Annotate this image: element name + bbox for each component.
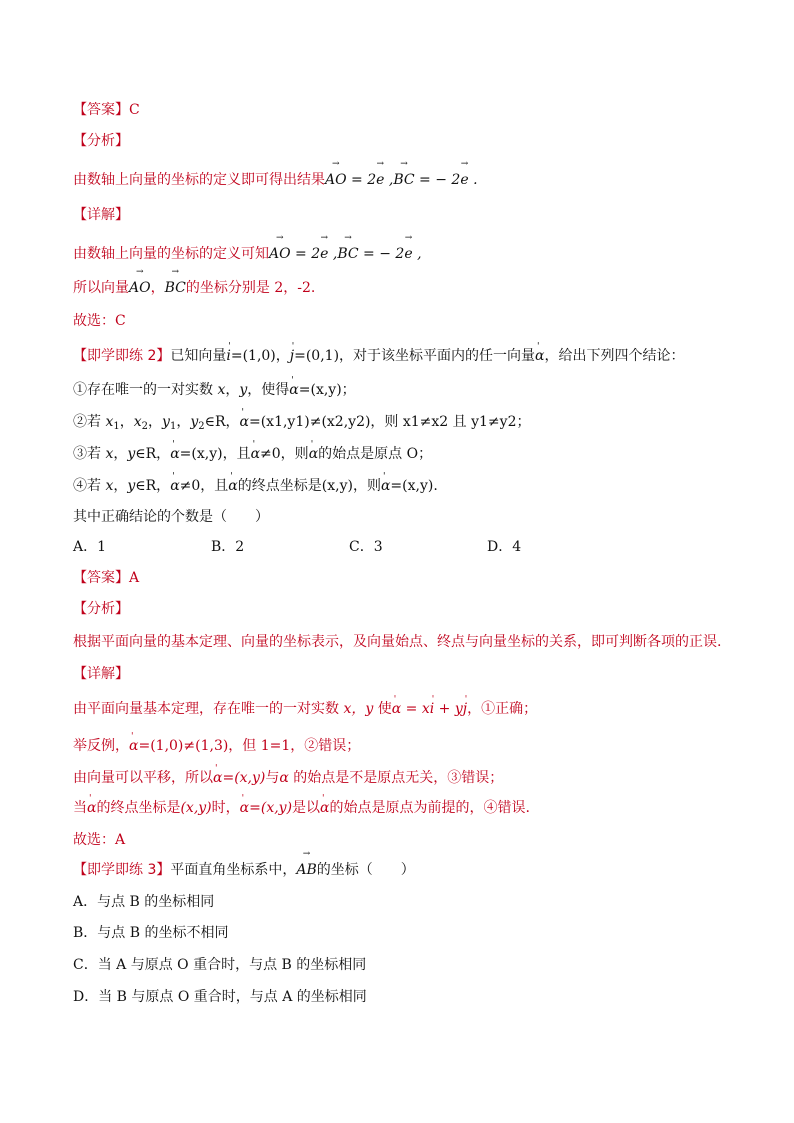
analysis-tag: 【分析】 (73, 133, 129, 149)
select-line-1: 故选：C (73, 313, 126, 329)
question-3-option-b: B．与点 B 的坐标不相同 (73, 925, 229, 941)
select-line-2: 故选：A (73, 832, 126, 848)
detail-tag: 【详解】 (73, 666, 129, 682)
option-c: C．3 (349, 539, 383, 555)
question-2-conclusion-3: ③若 x，y∈R，' α=(x,y)，且' α≠0，则' α的始点是原点 O； (73, 444, 764, 464)
question-2-ask: 其中正确结论的个数是（ ） (73, 509, 269, 525)
option-a: A．1 (73, 539, 107, 555)
detail-tag: 【详解】 (73, 207, 129, 223)
question-2-conclusion-4: ④若 x，y∈R，' α≠0，且' α的终点坐标是(x,y)，则' α=(x,y). (73, 476, 764, 496)
question-3-option-a: A．与点 B 的坐标相同 (73, 894, 215, 910)
question-3-stem: 【即学即练 3】平面直角坐标系中，→ AB的坐标（ ） (73, 860, 764, 880)
detail-2-line-4: 当' α的终点坐标是(x,y)时，' α=(x,y)是以' α的始点是原点为前提的，④错误. (73, 798, 764, 818)
answer-line-1 (73, 100, 764, 120)
question-2-options (73, 537, 764, 557)
detail-line-1: 由数轴上向量的坐标的定义可知→ AO = 2→ e ,→ BC = − 2→ e , (73, 244, 764, 264)
question-3-option-c: C．当 A 与原点 O 重合时，与点 B 的坐标相同 (73, 957, 367, 973)
option-b: B．2 (211, 539, 245, 555)
answer-line-2 (73, 568, 764, 588)
analysis-heading-2 (73, 599, 764, 619)
question-2-conclusion-1: ①存在唯一的一对实数 x，y，使得' α=(x,y)； (73, 380, 764, 400)
detail-heading-2 (73, 664, 764, 684)
answer-value: C (129, 102, 140, 118)
question-3-option-d: D．当 B 与原点 O 重合时，与点 A 的坐标相同 (73, 989, 367, 1005)
analysis-text-2: 根据平面向量的基本定理、向量的坐标表示，及向量始点、终点与向量坐标的关系，即可判断各项的正误. (73, 634, 722, 650)
question-2-conclusion-2: ②若 $x_1$，$x_2$，$y_1$，$y_2\in R$，' α=(x1,y1)≠(x2,y2)，则 x1≠x2 且 y1≠y2； (73, 412, 764, 437)
detail-2-line-2: 举反例，' α=(1,0)≠(1,3)，但 1=1，②错误； (73, 736, 764, 756)
analysis-heading-1 (73, 131, 764, 151)
answer-tag: 【答案】 (73, 102, 129, 118)
detail-heading-1 (73, 205, 764, 225)
option-d: D．4 (487, 539, 522, 555)
detail-2-line-1: 由平面向量基本定理，存在唯一的一对实数 x，y 使' α = x' i + y' j，①正确； (73, 699, 764, 719)
practice-tag-3: 【即学即练 3】 (73, 862, 171, 878)
detail-line-2: 所以向量→ AO，→ BC的坐标分别是 2，-2. (73, 278, 764, 298)
analysis-text-1: 由数轴上向量的坐标的定义即可得出结果→ AO = 2→ e ,→ BC = − 2→ e . (73, 170, 764, 190)
detail-2-line-3: 由向量可以平移，所以' α=(x,y)与α 的始点是不是原点无关，③错误； (73, 768, 764, 788)
question-2-stem: 【即学即练 2】已知向量' i=(1,0)，' j=(0,1)，对于该坐标平面内的任一向量' α，给出下列四个结论： (73, 346, 764, 366)
practice-tag-2: 【即学即练 2】 (73, 348, 171, 364)
answer-tag: 【答案】 (73, 570, 129, 586)
analysis-tag: 【分析】 (73, 601, 129, 617)
answer-value: A (129, 570, 140, 586)
